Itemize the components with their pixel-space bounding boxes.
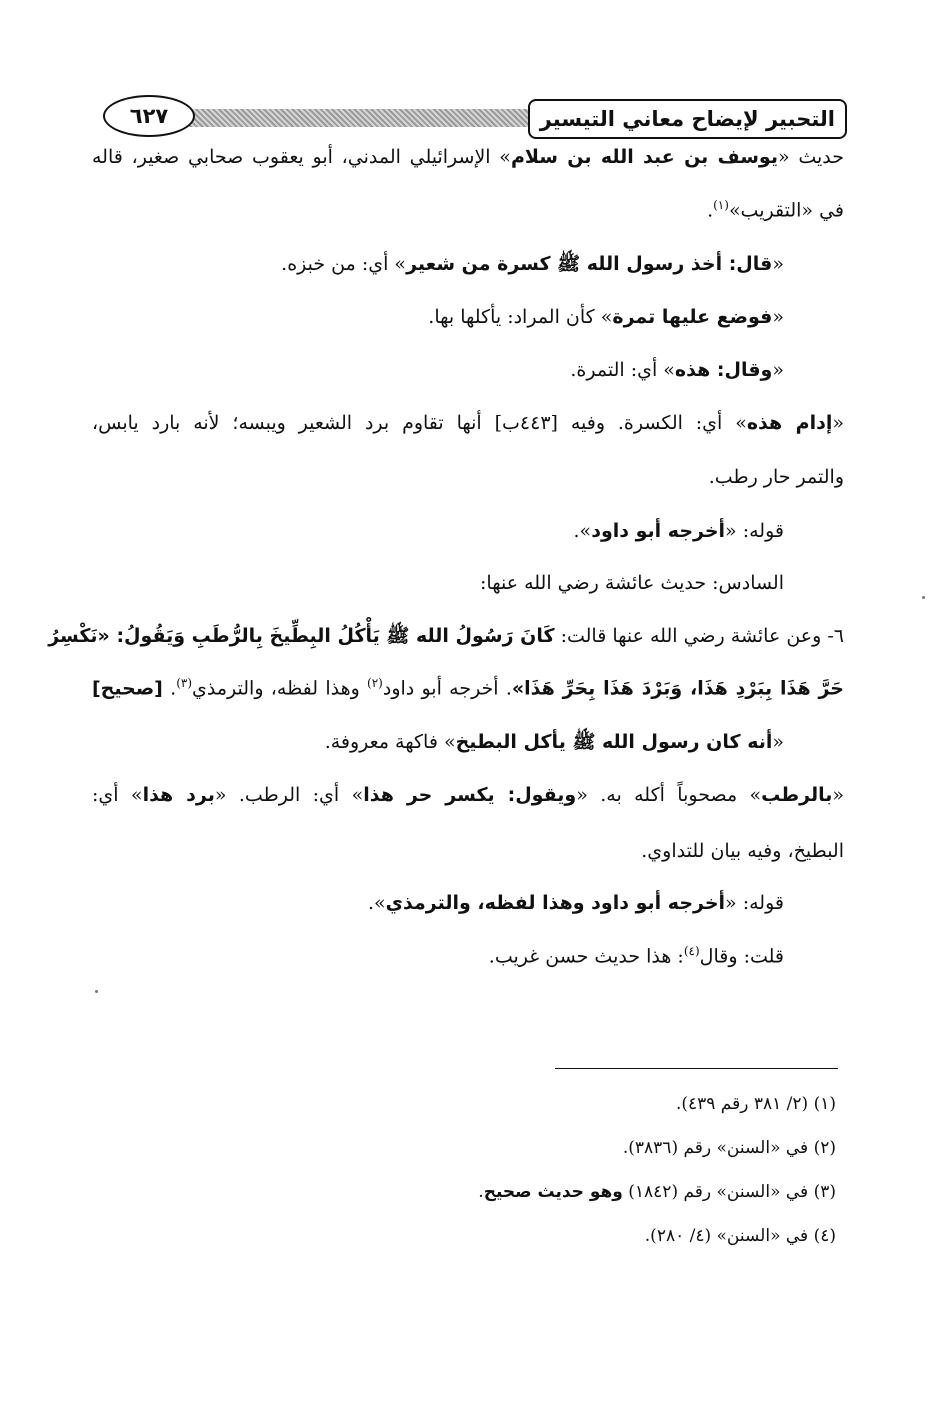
text-line: «فوضع عليها تمرة» كأن المراد: يأكلها بها. bbox=[428, 306, 784, 328]
footnote-ref[interactable]: (٣) bbox=[176, 676, 193, 690]
text-line: «أنه كان رسول الله ﷺ يأكل البطيخ» فاكهة معروفة. bbox=[324, 731, 784, 753]
footnote-1: (١) (٢/ ٣٨١ رقم ٤٣٩). bbox=[675, 1094, 836, 1114]
footnote-2: (٢) في «السنن» رقم (٣٨٣٦). bbox=[622, 1138, 836, 1158]
page-number: ٦٢٧ bbox=[103, 95, 195, 137]
page-header bbox=[95, 95, 847, 141]
grading-label: [صحيح] bbox=[92, 677, 163, 700]
text-line: والتمر حار رطب. bbox=[708, 466, 844, 488]
text-line: «قال: أخذ رسول الله ﷺ كسرة من شعير» أي: من خبزه. bbox=[281, 253, 784, 275]
text-line: قوله: «أخرجه أبو داود وهذا لفظه، والترمذي». bbox=[367, 892, 784, 914]
footnote-ref[interactable]: (١) bbox=[713, 198, 729, 212]
text-line: «بالرطب» مصحوباً أكله به. «ويقول: يكسر حر هذا» أي: الرطب. «برد هذا» أي: bbox=[92, 784, 844, 806]
scan-speck bbox=[922, 596, 925, 599]
scan-speck bbox=[95, 990, 98, 993]
text-line: «وقال: هذه» أي: التمرة. bbox=[570, 359, 784, 381]
footnote-3: (٣) في «السنن» رقم (١٨٤٢) وهو حديث صحيح. bbox=[478, 1182, 836, 1202]
text-line: قوله: «أخرجه أبو داود». bbox=[573, 520, 784, 542]
text-line: البطيخ، وفيه بيان للتداوي. bbox=[641, 840, 844, 862]
footnote-4: (٤) في «السنن» (٤/ ٢٨٠). bbox=[644, 1226, 836, 1246]
text-line: في «التقريب»$^{(١)}$. bbox=[707, 198, 844, 222]
text-line: السادس: حديث عائشة رضي الله عنها: bbox=[480, 572, 784, 594]
footnote-ref[interactable]: (٢) bbox=[367, 676, 383, 690]
hadith-text-line: ٦- وعن عائشة رضي الله عنها قالت: كَانَ رَسُولُ الله ﷺ يَأْكُلُ البِطِّيخَ بِالرُّطَبِ وَيَقُولُ: «نَكْسِرُ bbox=[48, 625, 844, 647]
text-line: قلت: وقال$^{(٤)}$: هذا حديث حسن غريب. bbox=[488, 944, 784, 968]
text-line: «إدام هذه» أي: الكسرة. وفيه [٤٤٣ب] أنها تقاوم برد الشعير ويبسه؛ لأنه بارد يابس، bbox=[92, 412, 844, 434]
hadith-text-line: حَرَّ هَذَا بِبَرْدِ هَذَا، وَبَرْدَ هَذَا بِحَرِّ هَذَا». أخرجه أبو داود$^{(٢)}$ وهذا لفظه، والترمذي$^{(٣)}$. [صحيح] bbox=[92, 676, 844, 700]
text-line: حديث «يوسف بن عبد الله بن سلام» الإسرائيلي المدني، أبو يعقوب صحابي صغير، قاله bbox=[92, 146, 844, 168]
book-title: التحبير لإيضاح معاني التيسير bbox=[528, 99, 847, 139]
footnote-ref[interactable]: (٤) bbox=[683, 944, 700, 958]
footnote-separator bbox=[555, 1068, 838, 1069]
